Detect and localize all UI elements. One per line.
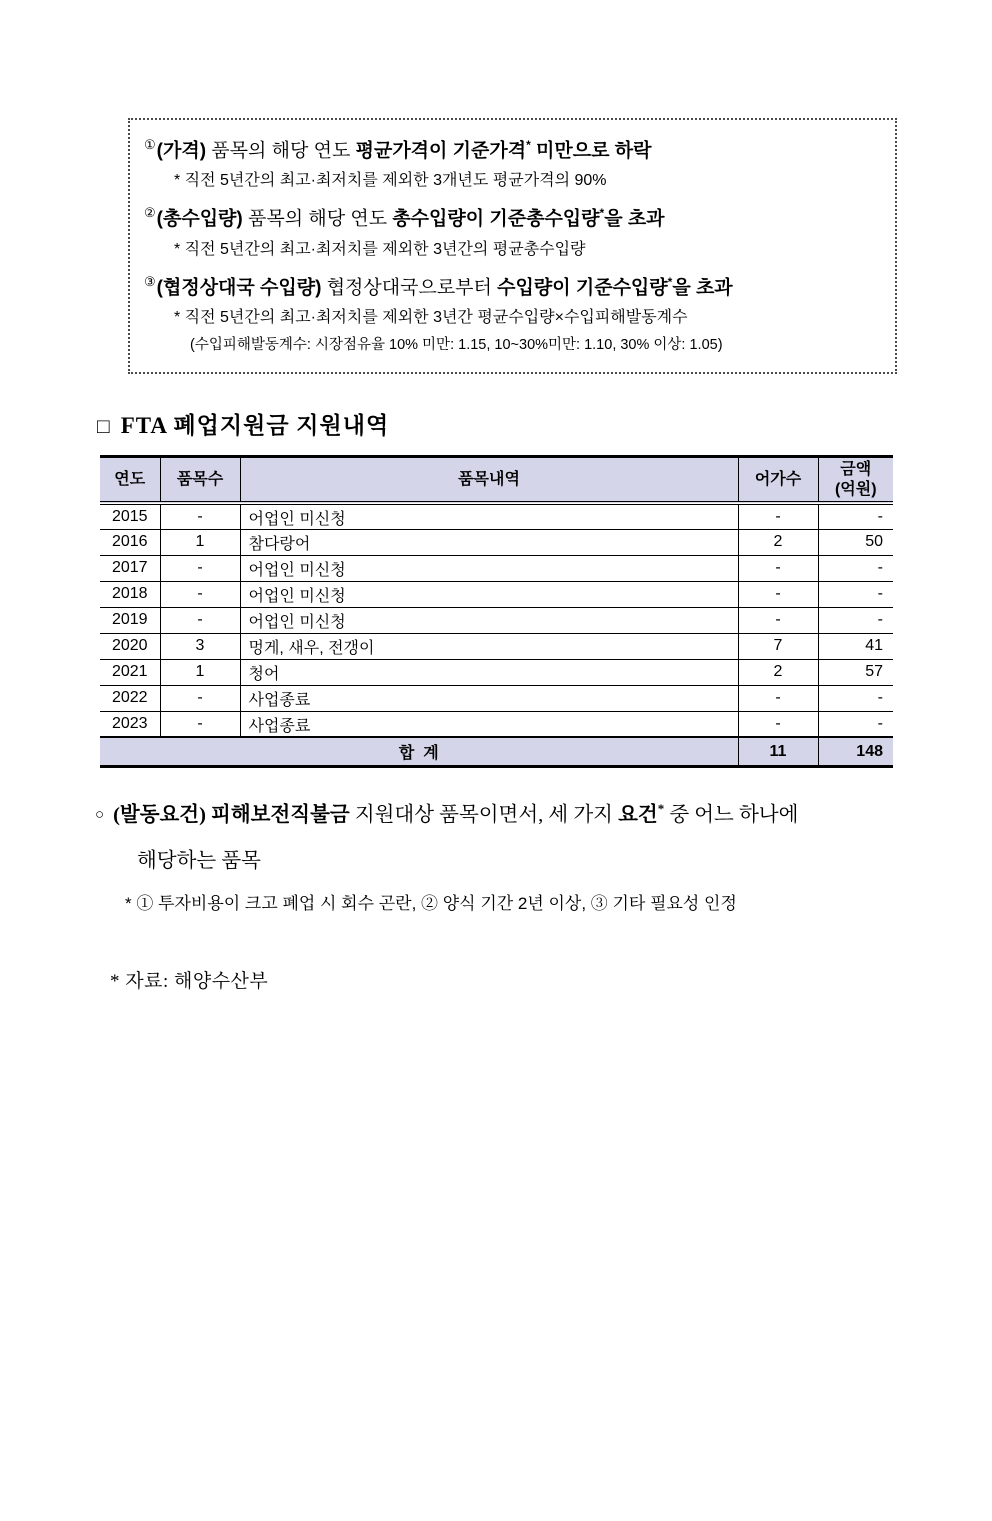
trigger-bold-requirement: 요건 [618,803,658,826]
cell-amount: 41 [818,633,893,659]
cell-amount: - [818,503,893,529]
total-households: 11 [738,737,818,766]
trigger-bold-lead: (발동요건) 피해보전직불금 [113,803,350,826]
cell-count: 1 [160,529,240,555]
circled-1-marker: ① [144,137,156,152]
section-title: FTA 폐업지원금 지원내역 [120,412,390,438]
criteria-partner-footnote: * 직전 5년간의 최고·최저치를 제외한 3년간 평균수입량×수입피해발동계수 [174,308,688,326]
cell-households: 2 [738,529,818,555]
table-row [100,607,893,633]
trigger-condition-footnote: * ① 투자비용이 크고 폐업 시 회수 곤란, ② 양식 기간 2년 이상, ③ 기타 필요성 인정 [125,893,737,913]
circled-3-marker: ③ [144,273,156,289]
asterisk-superscript: * [657,800,665,816]
table-row [100,529,893,555]
cell-detail: 사업종료 [240,711,738,737]
cell-households: 7 [738,633,818,659]
cell-detail: 멍게, 새우, 전갱이 [240,633,738,659]
cell-households: - [738,503,818,529]
cell-detail: 어업인 미신청 [240,503,738,529]
criteria-import-strong: 총수입량이 기준총수입량 [392,208,600,230]
cell-year: 2023 [100,711,160,737]
table-body [100,503,893,766]
cell-amount: 57 [818,659,893,685]
table-header [100,456,893,503]
criteria-price-footnote: * 직전 5년간의 최고·최저치를 제외한 3개년도 평균가격의 90% [174,172,607,190]
cell-households: - [738,581,818,607]
header-households: 어가수 [738,456,818,503]
trigger-condition-line1 [95,795,992,831]
criteria-partner-term: (협정상대국 수입량) [156,276,322,298]
table-row [100,503,893,529]
criteria-price-line [144,132,881,164]
asterisk-superscript: * [526,138,531,152]
total-amount: 148 [818,737,893,766]
table-row [100,633,893,659]
cell-count: - [160,607,240,633]
trigger-condition-paragraph [95,795,992,914]
document-page [0,118,992,1521]
cell-year: 2021 [100,659,160,685]
cell-detail: 사업종료 [240,685,738,711]
table-row [100,555,893,581]
header-year: 연도 [100,456,160,503]
criteria-partner-line [144,269,881,301]
table-row [100,685,893,711]
header-amount [818,456,893,503]
cell-households: - [738,711,818,737]
criteria-price-strong: 평균가격이 기준가격 [355,140,527,162]
criteria-partner-subnote: (수입피해발동계수: 시장점유율 10% 미만: 1.15, 10~30%미만: 1.10, 30% 이상: 1.05) [190,336,723,353]
cell-count: - [160,581,240,607]
criteria-price-term: (가격) [156,140,207,162]
cell-detail: 참다랑어 [240,529,738,555]
cell-households: - [738,607,818,633]
criteria-item-price [144,132,881,190]
cell-year: 2017 [100,555,160,581]
cell-households: - [738,685,818,711]
square-bullet-icon: □ [97,413,111,438]
cell-year: 2022 [100,685,160,711]
cell-amount: - [818,711,893,737]
criteria-item-partner-import [144,269,881,354]
table-row [100,581,893,607]
cell-amount: - [818,555,893,581]
cell-amount: - [818,685,893,711]
criteria-item-total-import [144,200,881,258]
total-label: 합 계 [100,737,738,766]
asterisk-superscript: * [667,274,673,289]
trigger-text-mid: 지원대상 품목이면서, 세 가지 [349,803,619,826]
header-item-detail: 품목내역 [240,456,738,503]
cell-year: 2019 [100,607,160,633]
cell-households: - [738,555,818,581]
cell-detail: 어업인 미신청 [240,607,738,633]
header-item-count: 품목수 [160,456,240,503]
cell-year: 2018 [100,581,160,607]
trigger-text-tail: 중 어느 하나에 [664,803,799,826]
criteria-notice-box [128,118,897,374]
circle-bullet-icon: ○ [95,806,105,823]
cell-count: 1 [160,659,240,685]
cell-amount: - [818,581,893,607]
header-amount-line2: (억원) [834,480,877,498]
table-total-row [100,737,893,766]
cell-detail: 어업인 미신청 [240,555,738,581]
cell-amount: 50 [818,529,893,555]
fta-support-table [100,455,893,768]
cell-year: 2015 [100,503,160,529]
cell-amount: - [818,607,893,633]
criteria-price-tail: 미만으로 하락 [530,140,652,162]
table-header-row [100,456,893,503]
criteria-partner-tail: 을 초과 [672,276,733,298]
header-amount-line1: 금액 [840,460,872,478]
criteria-import-term: (총수입량) [156,208,243,230]
trigger-condition-line2: 해당하는 품목 [137,849,261,872]
asterisk-superscript: * [599,206,605,221]
cell-count: - [160,503,240,529]
cell-year: 2020 [100,633,160,659]
criteria-partner-mid: 협정상대국으로부터 [321,276,498,298]
criteria-import-tail: 을 초과 [604,208,665,230]
criteria-import-line [144,200,881,232]
cell-households: 2 [738,659,818,685]
circled-2-marker: ② [144,205,156,221]
cell-count: - [160,711,240,737]
section-heading [97,407,992,440]
cell-count: - [160,685,240,711]
cell-detail: 어업인 미신청 [240,581,738,607]
cell-year: 2016 [100,529,160,555]
cell-count: - [160,555,240,581]
criteria-price-mid: 품목의 해당 연도 [206,140,356,162]
criteria-partner-strong: 수입량이 기준수입량 [497,276,668,298]
table-row [100,659,893,685]
data-source-note: * 자료: 해양수산부 [110,970,269,992]
criteria-import-mid: 품목의 해당 연도 [242,208,393,230]
cell-count: 3 [160,633,240,659]
table-row [100,711,893,737]
cell-detail: 청어 [240,659,738,685]
criteria-import-footnote: * 직전 5년간의 최고·최저치를 제외한 3년간의 평균총수입량 [174,240,586,258]
